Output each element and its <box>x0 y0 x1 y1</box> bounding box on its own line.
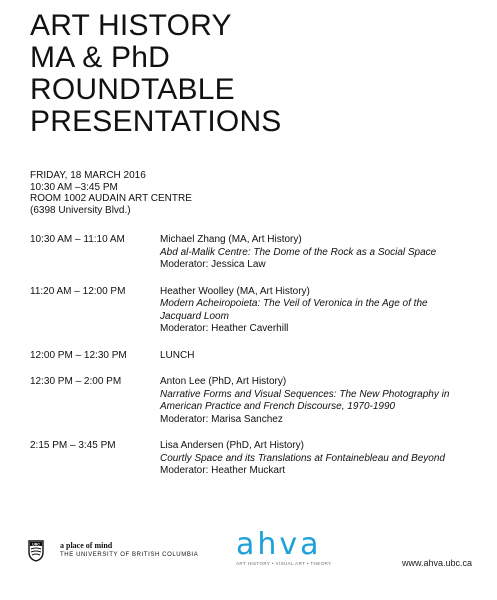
page-title <box>30 10 282 138</box>
title-line-2: MA & PhD <box>30 41 170 74</box>
event-room: ROOM 1002 AUDAIN ART CENTRE <box>30 193 192 204</box>
schedule-time: 12:00 PM – 12:30 PM <box>30 349 127 361</box>
schedule-detail <box>160 350 470 363</box>
talk-title: Narrative Forms and Visual Sequences: The New Photography in American Practice and French Discourse, 1970-1990 <box>160 388 450 412</box>
ubc-logo-text: UBC <box>32 542 40 547</box>
ubc-wordmark <box>60 541 198 559</box>
ubc-name: THE UNIVERSITY OF BRITISH COLUMBIA <box>60 552 199 558</box>
presenter: Lisa Andersen (PhD, Art History) <box>160 440 304 451</box>
schedule-detail <box>160 376 470 426</box>
title-line-1: ART HISTORY <box>30 9 232 42</box>
talk-title: Courtly Space and its Translations at Fontainebleau and Beyond <box>160 452 445 464</box>
schedule-detail <box>160 234 470 272</box>
title-line-4: PRESENTATIONS <box>30 105 282 138</box>
schedule-row <box>30 440 470 478</box>
ahva-logo <box>236 527 332 566</box>
ahva-wordmark: ahva <box>236 527 322 562</box>
schedule-row <box>30 286 470 336</box>
schedule-row <box>30 234 470 272</box>
schedule-time: 2:15 PM – 3:45 PM <box>30 440 116 451</box>
ubc-crest-icon <box>28 540 44 562</box>
schedule <box>30 234 470 492</box>
moderator: Moderator: Heather Caverhill <box>160 323 289 334</box>
moderator: Moderator: Heather Muckart <box>160 465 286 476</box>
ubc-tagline: a place of mind <box>60 541 113 550</box>
presenter: LUNCH <box>160 349 195 361</box>
schedule-row <box>30 376 470 426</box>
footer <box>0 527 497 600</box>
schedule-detail <box>160 440 470 478</box>
event-date: FRIDAY, 18 MARCH 2016 <box>30 170 146 181</box>
presenter: Heather Woolley (MA, Art History) <box>160 285 310 297</box>
presenter: Michael Zhang (MA, Art History) <box>160 234 302 245</box>
moderator: Moderator: Jessica Law <box>160 259 266 270</box>
moderator: Moderator: Marisa Sanchez <box>160 413 283 425</box>
presenter: Anton Lee (PhD, Art History) <box>160 376 287 387</box>
title-line-3: ROUNDTABLE <box>30 73 235 106</box>
ahva-subtitle: ART HISTORY • VISUAL ART • THEORY <box>236 561 332 566</box>
schedule-time: 10:30 AM – 11:10 AM <box>30 234 125 245</box>
event-address: (6398 University Blvd.) <box>30 204 131 216</box>
talk-title: Abd al-Malik Centre: The Dome of the Rock as a Social Space <box>160 246 437 258</box>
schedule-detail <box>160 286 470 336</box>
event-details <box>30 170 192 216</box>
schedule-row <box>30 350 470 363</box>
schedule-time: 12:30 PM – 2:00 PM <box>30 376 122 387</box>
schedule-time: 11:20 AM – 12:00 PM <box>30 285 126 297</box>
website-url: www.ahva.ubc.ca <box>402 558 473 568</box>
event-time: 10:30 AM –3:45 PM <box>30 181 118 193</box>
talk-title: Modern Acheiropoieta: The Veil of Veronica in the Age of the Jacquard Loom <box>160 298 428 322</box>
